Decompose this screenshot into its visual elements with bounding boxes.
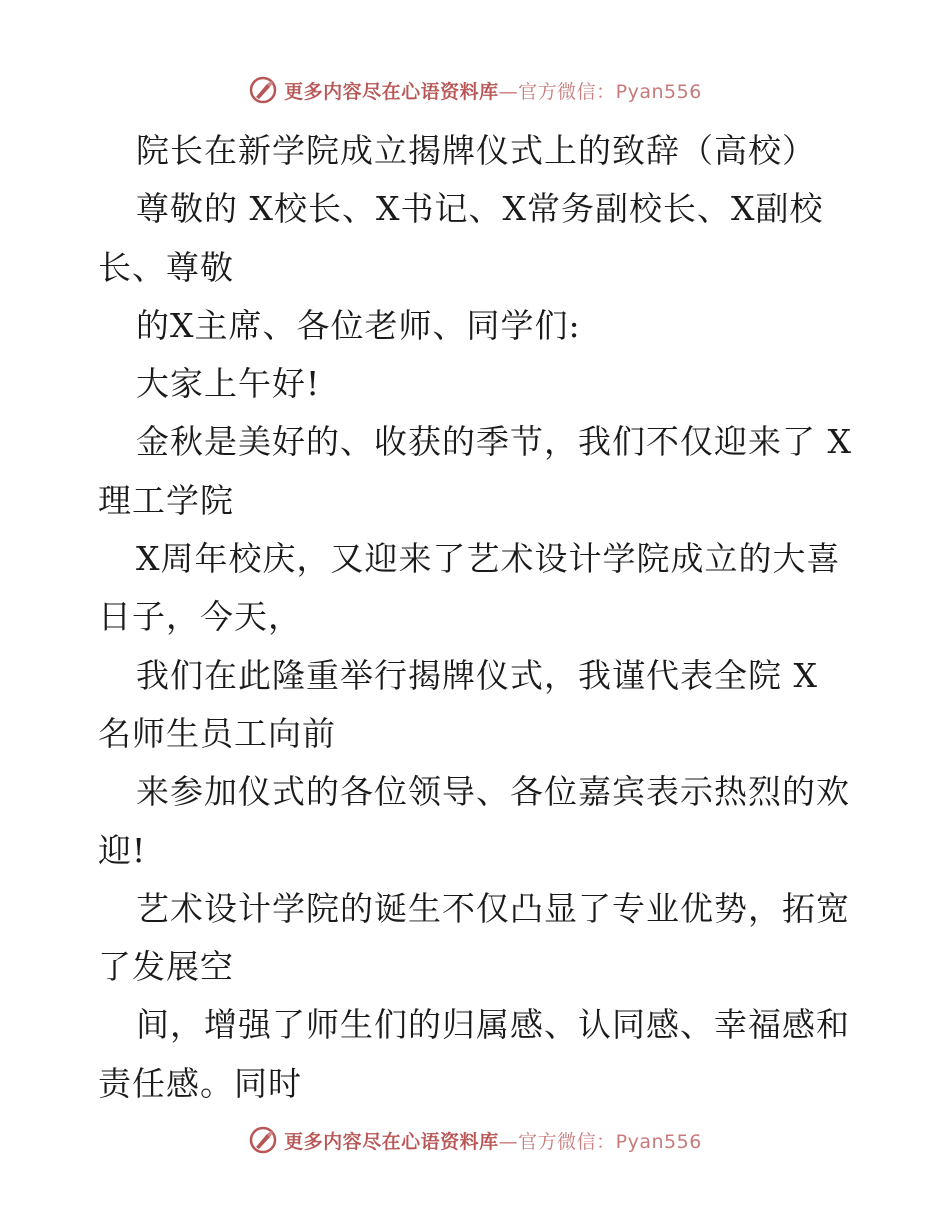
text-line: 日子，今天， [98,597,302,637]
pen-logo-icon [248,1125,278,1155]
header-watermark [0,70,950,110]
text-line: 了发展空 [98,947,234,987]
text-line: 迎! [98,830,147,870]
text-line: 金秋是美好的、收获的季节，我们不仅迎来了 X [136,422,852,462]
text-line: 艺术设计学院的诞生不仅凸显了专业优势，拓宽 [136,888,850,928]
document-title: 院长在新学院成立揭牌仪式上的致辞（高校） [136,131,816,170]
text-line: 我们在此隆重举行揭牌仪式，我谨代表全院 X [136,655,818,695]
text-line: 来参加仪式的各位领导、各位嘉宾表示热烈的欢 [136,772,850,812]
footer-watermark [0,1120,950,1160]
text-line: 间，增强了师生们的归属感、认同感、幸福感和 [136,1005,850,1045]
pen-logo-icon [248,75,278,105]
text-line: 长、尊敬 [98,247,234,287]
text-line: X周年校庆，又迎来了艺术设计学院成立的大喜 [136,539,841,579]
document-body [98,122,858,1113]
text-line: 理工学院 [98,480,234,520]
text-line: 尊敬的 X校长、X书记、X常务副校长、X副校 [136,189,824,229]
watermark-text: 更多内容尽在心语资料库—官方微信：Pyan556 [284,80,702,103]
watermark-text: 更多内容尽在心语资料库—官方微信：Pyan556 [284,1130,702,1153]
text-line: 名师生员工向前 [98,713,336,753]
text-line: 大家上午好! [136,364,321,404]
text-line: 的X主席、各位老师、同学们: [136,305,581,345]
text-line: 责任感。同时 [98,1063,302,1103]
